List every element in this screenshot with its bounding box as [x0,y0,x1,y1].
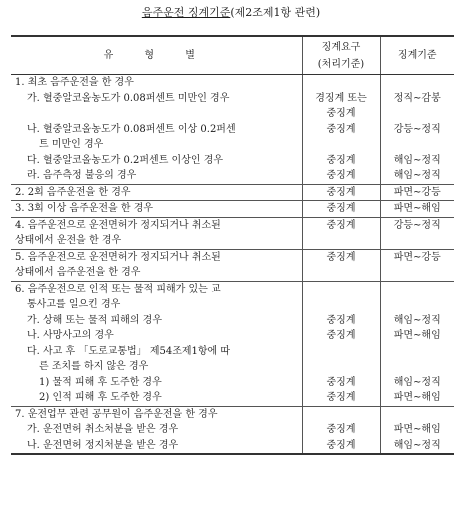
request-cell [302,406,380,454]
type-text-line: 나. 혈중알코올농도가 0.08퍼센트 이상 0.2퍼센 [27,123,236,135]
title-main: 음주운전 징계기준 [141,6,231,19]
request-cell [302,281,380,406]
request-text-line: 중징계 [326,251,356,263]
header-type-label: 유 형 별 [103,50,209,61]
request-cell [302,249,380,281]
standard-text-line [381,233,455,249]
request-text-line [303,137,380,153]
standard-text-line: 파면∼강등 [393,186,441,198]
standard-text-line [381,137,455,153]
request-text-line [303,359,380,375]
request-text-line: 중징계 [326,424,356,435]
document-title [0,4,462,20]
request-text-line [303,407,380,423]
type-text-line [11,106,302,122]
standard-text-line: 파면∼해임 [393,330,441,341]
type-text-line: 2) 인적 피해 후 도주한 경우 [39,392,162,403]
standard-text-line: 해임∼정직 [393,314,441,326]
standard-cell [380,281,454,406]
request-text-line [303,282,380,298]
request-text-line: 중징계 [326,108,356,119]
type-text-line: 가. 혈중알코올농도가 0.08퍼센트 미만인 경우 [27,92,230,104]
type-text-line: 4. 음주운전으로 운전면허가 정지되거나 취소된 [15,219,221,231]
header-request-line1: 징계요구 [321,41,361,53]
table-header-row [11,36,454,75]
standard-text-line: 파면∼해임 [393,203,441,214]
standard-text-line [381,75,455,91]
header-type [11,36,302,75]
type-text-line: 른 조치를 하지 않은 경우 [39,361,149,372]
table-row [11,201,454,218]
request-text-line: 중징계 [326,123,356,135]
request-text-line: 중징계 [326,314,356,326]
request-text-line [303,75,380,91]
table-row [11,406,454,454]
standard-cell [380,201,454,218]
type-text-line: 6. 음주운전으로 인적 또는 물적 피해가 있는 교 [15,283,221,295]
type-text-line: 1) 물적 피해 후 도주한 경우 [39,376,162,388]
header-request-line2: (처리기준) [317,58,365,70]
table-row [11,184,454,201]
standard-text-line: 해임∼정직 [393,154,441,166]
standard-text-line [381,359,455,375]
standard-text-line: 파면∼해임 [393,392,441,403]
standard-text-line [381,407,455,423]
header-request [302,36,380,75]
request-text-line [303,265,380,281]
standard-text-line [381,265,455,281]
type-text-line: 라. 음주측정 불응의 경우 [27,170,137,181]
standard-text-line: 해임∼정직 [393,170,441,181]
request-text-line [303,297,380,313]
request-text-line: 중징계 [326,186,356,198]
type-text-line: 3. 3회 이상 음주운전을 한 경우 [15,203,154,214]
request-text-line: 중징계 [326,439,356,451]
request-cell [302,217,380,249]
type-text-line: 상태에서 음주운전을 한 경우 [15,267,141,278]
type-text-line: 트 미만인 경우 [39,139,104,150]
type-text-line: 나. 운전면허 정지처분을 받은 경우 [27,439,179,451]
request-text-line [303,233,380,249]
table-row [11,249,454,281]
request-text-line [303,344,380,360]
request-text-line: 중징계 [326,154,356,166]
standard-text-line: 강등∼정직 [393,219,441,231]
standard-text-line [381,282,455,298]
standard-text-line: 파면∼해임 [393,424,441,435]
type-text-line: 5. 음주운전으로 운전면허가 정지되거나 취소된 [15,251,221,263]
type-text-line: 7. 운전업무 관련 공무원이 음주운전을 한 경우 [15,408,218,420]
type-text-line: 상태에서 운전을 한 경우 [15,235,122,246]
type-cell [11,281,302,406]
header-standard: 징계기준 [380,36,454,75]
standard-text-line: 해임∼정직 [393,439,441,451]
discipline-table [11,35,454,455]
type-cell [11,406,302,454]
request-text-line: 경징계 또는 [315,92,367,104]
standard-text-line: 해임∼정직 [393,376,441,388]
type-text-line: 통사고를 일으킨 경우 [27,299,121,310]
standard-text-line [381,106,455,122]
request-text-line: 중징계 [326,170,356,181]
standard-text-line: 파면∼강등 [393,251,441,263]
request-text-line: 중징계 [326,376,356,388]
standard-text-line [381,297,455,313]
request-cell [302,75,380,185]
standard-cell [380,217,454,249]
request-text-line: 중징계 [326,392,356,403]
type-cell [11,249,302,281]
type-text-line: 2. 2회 음주운전을 한 경우 [15,186,131,198]
type-text-line: 다. 사고 후 「도로교통법」 제54조제1항에 따 [27,345,231,357]
table-row [11,217,454,249]
request-text-line: 중징계 [326,330,356,341]
standard-cell [380,406,454,454]
request-cell [302,184,380,201]
type-text-line: 다. 혈중알코올농도가 0.2퍼센트 이상인 경우 [27,154,224,166]
standard-cell [380,249,454,281]
request-cell [302,201,380,218]
title-suffix: (제2조제1항 관련) [230,6,321,19]
request-text-line: 중징계 [326,203,356,214]
type-cell [11,217,302,249]
request-text-line: 중징계 [326,219,356,231]
table-row [11,281,454,406]
type-text-line: 1. 최초 음주운전을 한 경우 [15,77,134,88]
type-cell [11,184,302,201]
type-text-line: 나. 사망사고의 경우 [27,330,114,341]
standard-text-line [381,344,455,360]
type-text-line: 가. 운전면허 취소처분을 받은 경우 [27,424,179,435]
table-body [11,75,454,455]
type-cell [11,75,302,185]
table-row [11,75,454,185]
type-text-line: 가. 상해 또는 물적 피해의 경우 [27,314,162,326]
standard-text-line: 정직∼감봉 [393,92,441,104]
standard-text-line: 강등∼정직 [393,123,441,135]
standard-cell [380,184,454,201]
type-cell [11,201,302,218]
standard-cell [380,75,454,185]
